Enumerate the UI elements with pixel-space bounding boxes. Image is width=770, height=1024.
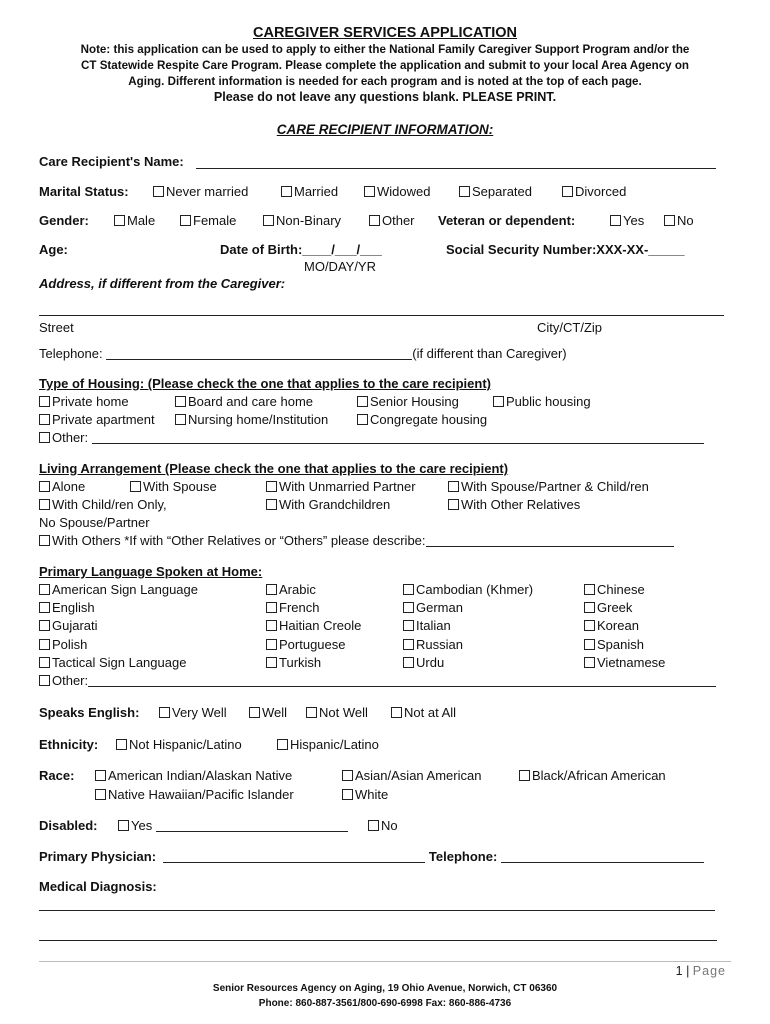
checkbox-icon (266, 481, 277, 492)
checkbox-icon (118, 820, 129, 831)
race-label: Race: (39, 768, 75, 783)
checkbox-icon (403, 584, 414, 595)
language-option[interactable]: Tactical Sign Language (39, 655, 186, 670)
marital-option-separated[interactable]: Separated (459, 184, 532, 199)
checkbox-icon (266, 620, 277, 631)
checkbox-icon (584, 657, 595, 668)
page-number: 1 | Page (675, 964, 726, 978)
housing-option-senior[interactable]: Senior Housing (357, 394, 459, 409)
checkbox-icon (266, 602, 277, 613)
housing-option-public[interactable]: Public housing (493, 394, 591, 409)
language-option[interactable]: Cambodian (Khmer) (403, 582, 533, 597)
telephone-field[interactable] (106, 359, 412, 360)
language-option[interactable]: English (39, 600, 95, 615)
physician-row (39, 849, 704, 864)
language-option[interactable]: Greek (584, 600, 632, 615)
telephone-label: Telephone: (39, 346, 107, 361)
english-option[interactable]: Very Well (159, 705, 227, 720)
living-no-spouse: No Spouse/Partner (39, 515, 150, 530)
language-option[interactable]: Spanish (584, 637, 644, 652)
address-field[interactable] (39, 315, 724, 316)
checkbox-icon (403, 639, 414, 650)
checkbox-icon (266, 639, 277, 650)
dob-format: MO/DAY/YR (304, 259, 376, 274)
checkbox-icon (39, 499, 50, 510)
checkbox-icon (584, 639, 595, 650)
race-option[interactable]: Black/African American (519, 768, 666, 783)
checkbox-icon (664, 215, 675, 226)
ethnicity-option[interactable]: Not Hispanic/Latino (116, 737, 242, 752)
marital-label: Marital Status: (39, 184, 129, 199)
living-option-child-only[interactable]: With Child/ren Only, (39, 497, 167, 512)
language-option[interactable]: Turkish (266, 655, 321, 670)
checkbox-icon (95, 789, 106, 800)
housing-option-private-apartment[interactable]: Private apartment (39, 412, 155, 427)
dob-field[interactable]: Date of Birth:____/___/___ (220, 242, 382, 257)
gender-option-other[interactable]: Other (369, 213, 415, 228)
language-option[interactable]: Portuguese (266, 637, 346, 652)
language-option[interactable]: Chinese (584, 582, 645, 597)
english-label: Speaks English: (39, 705, 140, 720)
age-label: Age: (39, 242, 68, 257)
checkbox-icon (39, 414, 50, 425)
checkbox-icon (39, 584, 50, 595)
housing-option-private-home[interactable]: Private home (39, 394, 129, 409)
housing-option-nursing-home[interactable]: Nursing home/Institution (175, 412, 328, 427)
checkbox-icon (584, 602, 595, 613)
telephone-suffix: (if different than Caregiver) (412, 346, 567, 361)
checkbox-icon (159, 707, 170, 718)
diagnosis-field-line-1[interactable] (39, 910, 715, 911)
marital-option-married[interactable]: Married (281, 184, 338, 199)
checkbox-icon (39, 675, 50, 686)
language-other-field[interactable] (88, 686, 716, 687)
housing-option-board-care[interactable]: Board and care home (175, 394, 313, 409)
checkbox-icon (357, 414, 368, 425)
living-describe-field[interactable] (426, 546, 674, 547)
checkbox-icon (369, 215, 380, 226)
race-option[interactable]: American Indian/Alaskan Native (95, 768, 292, 783)
language-option[interactable]: Vietnamese (584, 655, 665, 670)
gender-option-female[interactable]: Female (180, 213, 236, 228)
checkbox-icon (39, 657, 50, 668)
physician-telephone-field[interactable] (501, 862, 704, 863)
living-option-grandchildren[interactable]: With Grandchildren (266, 497, 390, 512)
ethnicity-label: Ethnicity: (39, 737, 99, 752)
checkbox-icon (403, 602, 414, 613)
footer-address: Senior Resources Agency on Aging, 19 Ohio Avenue, Norwich, CT 06360 (212, 983, 558, 994)
note-line-1: Note: this application can be used to apply to either the National Family Caregiver Support Program and/or the (80, 43, 690, 56)
disabled-option-yes[interactable]: Yes (118, 818, 348, 833)
checkbox-icon (39, 481, 50, 492)
veteran-option-yes[interactable]: Yes (610, 213, 644, 228)
marital-option-divorced[interactable]: Divorced (562, 184, 626, 199)
checkbox-icon (39, 396, 50, 407)
language-option[interactable]: Haitian Creole (266, 618, 361, 633)
language-option[interactable]: Korean (584, 618, 639, 633)
checkbox-icon (306, 707, 317, 718)
checkbox-icon (39, 535, 50, 546)
living-option-spouse-child[interactable]: With Spouse/Partner & Child/ren (448, 479, 649, 494)
checkbox-icon (403, 657, 414, 668)
physician-telephone-label: Telephone: (428, 849, 498, 864)
marital-option-never[interactable]: Never married (153, 184, 248, 199)
checkbox-icon (39, 639, 50, 650)
living-heading: Living Arrangement (Please check the one that applies to the care recipient) (39, 461, 509, 476)
language-option[interactable]: German (403, 600, 463, 615)
living-option-others[interactable]: With Others *If with “Other Relatives or “Others” please describe: (39, 533, 674, 548)
checkbox-icon (95, 770, 106, 781)
language-option[interactable]: French (266, 600, 319, 615)
housing-heading: Type of Housing: (Please check the one that applies to the care recipient) (39, 376, 491, 391)
checkbox-icon (266, 584, 277, 595)
checkbox-icon (519, 770, 530, 781)
housing-option-congregate[interactable]: Congregate housing (357, 412, 487, 427)
address-label: Address, if different from the Caregiver: (39, 276, 286, 291)
checkbox-icon (175, 396, 186, 407)
checkbox-icon (175, 414, 186, 425)
race-option[interactable]: Asian/Asian American (342, 768, 481, 783)
checkbox-icon (342, 770, 353, 781)
language-option[interactable]: Arabic (266, 582, 316, 597)
form-title: CAREGIVER SERVICES APPLICATION (253, 25, 517, 41)
living-option-unmarried[interactable]: With Unmarried Partner (266, 479, 416, 494)
checkbox-icon (364, 186, 375, 197)
note-line-3: Aging. Different information is needed for each program and is noted at the top of each page. (128, 75, 642, 88)
section-title: CARE RECIPIENT INFORMATION: (276, 122, 494, 137)
city-caption: City/CT/Zip (537, 320, 602, 335)
street-caption: Street (39, 320, 74, 335)
disabled-detail-field[interactable] (156, 831, 348, 832)
checkbox-icon (281, 186, 292, 197)
checkbox-icon (391, 707, 402, 718)
instructions: Please do not leave any questions blank. PLEASE PRINT. (213, 90, 557, 104)
checkbox-icon (584, 584, 595, 595)
language-option[interactable]: Russian (403, 637, 463, 652)
checkbox-icon (448, 499, 459, 510)
marital-option-widowed[interactable]: Widowed (364, 184, 430, 199)
checkbox-icon (459, 186, 470, 197)
checkbox-icon (448, 481, 459, 492)
name-label: Care Recipient's Name: (39, 154, 184, 169)
english-option[interactable]: Well (249, 705, 287, 720)
checkbox-icon (266, 657, 277, 668)
race-option[interactable]: Native Hawaiian/Pacific Islander (95, 787, 294, 802)
living-option-relatives[interactable]: With Other Relatives (448, 497, 580, 512)
checkbox-icon (277, 739, 288, 750)
telephone-row (39, 346, 567, 361)
checkbox-icon (403, 620, 414, 631)
language-option[interactable]: Urdu (403, 655, 444, 670)
gender-option-nonbinary[interactable]: Non-Binary (263, 213, 341, 228)
checkbox-icon (114, 215, 125, 226)
language-heading: Primary Language Spoken at Home: (39, 564, 263, 579)
diagnosis-field-line-2[interactable] (39, 940, 717, 941)
disabled-label: Disabled: (39, 818, 98, 833)
living-option-spouse[interactable]: With Spouse (130, 479, 217, 494)
language-option[interactable]: Italian (403, 618, 451, 633)
checkbox-icon (342, 789, 353, 800)
footer-phone: Phone: 860-887-3561/800-690-6998 Fax: 860-886-4736 (258, 998, 512, 1009)
english-option[interactable]: Not Well (306, 705, 368, 720)
ethnicity-option[interactable]: Hispanic/Latino (277, 737, 379, 752)
note-line-2: CT Statewide Respite Care Program. Please complete the application and submit to your local Area Agency on (81, 59, 689, 72)
checkbox-icon (116, 739, 127, 750)
checkbox-icon (357, 396, 368, 407)
gender-option-male[interactable]: Male (114, 213, 155, 228)
checkbox-icon (39, 602, 50, 613)
checkbox-icon (263, 215, 274, 226)
living-option-alone[interactable]: Alone (39, 479, 85, 494)
checkbox-icon (493, 396, 504, 407)
veteran-label: Veteran or dependent: (438, 213, 576, 228)
language-option-other[interactable]: Other: (39, 673, 716, 688)
checkbox-icon (130, 481, 141, 492)
language-option[interactable]: American Sign Language (39, 582, 198, 597)
housing-option-other[interactable]: Other: (39, 430, 704, 445)
language-option[interactable]: Polish (39, 637, 87, 652)
physician-label: Primary Physician: (39, 849, 157, 864)
checkbox-icon (368, 820, 379, 831)
name-field[interactable] (196, 168, 716, 169)
english-option[interactable]: Not at All (391, 705, 456, 720)
ssn-field[interactable]: Social Security Number:XXX-XX-_____ (446, 242, 685, 257)
physician-field[interactable] (163, 862, 425, 863)
footer-divider (39, 961, 731, 962)
checkbox-icon (180, 215, 191, 226)
language-option[interactable]: Gujarati (39, 618, 98, 633)
disabled-option-no[interactable]: No (368, 818, 398, 833)
checkbox-icon (266, 499, 277, 510)
checkbox-icon (39, 620, 50, 631)
checkbox-icon (153, 186, 164, 197)
checkbox-icon (562, 186, 573, 197)
race-option[interactable]: White (342, 787, 388, 802)
checkbox-icon (249, 707, 260, 718)
gender-label: Gender: (39, 213, 89, 228)
veteran-option-no[interactable]: No (664, 213, 694, 228)
checkbox-icon (39, 432, 50, 443)
checkbox-icon (584, 620, 595, 631)
housing-other-field[interactable] (92, 443, 704, 444)
checkbox-icon (610, 215, 621, 226)
diagnosis-label: Medical Diagnosis: (39, 879, 157, 894)
